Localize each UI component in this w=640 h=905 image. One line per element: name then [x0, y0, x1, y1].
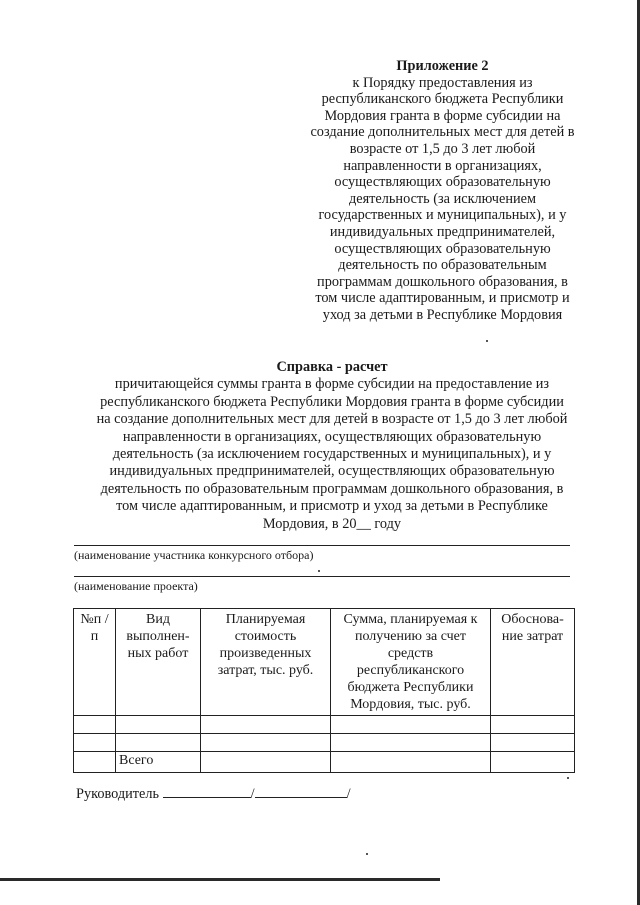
appendix-line: деятельность (за исключением: [348, 190, 537, 207]
project-name-caption: (наименование проекта): [74, 579, 198, 593]
certificate-line: направленности в организациях, осуществляющих образовательную: [122, 428, 542, 445]
certificate-line: деятельность по образовательным программам дошкольного образования, в: [100, 480, 564, 497]
scan-speck: [567, 777, 569, 779]
table-row: [74, 734, 575, 752]
project-name-field[interactable]: [74, 576, 570, 577]
appendix-block: [300, 58, 585, 324]
participant-name-field[interactable]: [74, 545, 570, 546]
appendix-line: к Порядку предоставления из: [352, 74, 533, 91]
table-cell[interactable]: [491, 734, 575, 752]
signature-separator: /: [250, 786, 255, 802]
signature-line: [76, 784, 351, 803]
certificate-line: индивидуальных предпринимателей, осуществляющих образовательную: [109, 463, 555, 480]
table-cell[interactable]: [74, 734, 116, 752]
table-cell[interactable]: [331, 734, 491, 752]
table-header-row: [74, 609, 575, 716]
certificate-line: на создание дополнительных мест для детей в возрасте от 1,5 до 3 лет любой: [96, 411, 568, 428]
scan-speck: [318, 570, 320, 572]
certificate-line: Мордовия, в 20__ году: [262, 515, 402, 532]
table-cell[interactable]: [74, 752, 116, 773]
appendix-line: возрасте от 1,5 до 3 лет любой: [349, 140, 536, 157]
signature-label: Руководитель: [76, 786, 160, 802]
table-cell[interactable]: [331, 752, 491, 773]
table-cell[interactable]: [116, 734, 201, 752]
table-cell[interactable]: [491, 716, 575, 734]
signature-name-field[interactable]: [255, 784, 347, 798]
calculation-table: [73, 608, 575, 773]
table-cell[interactable]: [331, 716, 491, 734]
table-cell[interactable]: [201, 734, 331, 752]
appendix-line: Мордовия гранта в форме субсидии на: [324, 107, 561, 124]
appendix-line: направленности в организациях,: [343, 157, 542, 174]
header-work-type: Вид выполнен- ных работ: [116, 609, 201, 716]
table-cell[interactable]: [491, 752, 575, 773]
table-row: [74, 716, 575, 734]
total-label: Всего: [116, 752, 201, 773]
certificate-line: республиканского бюджета Республики Мордовия гранта в форме субсидии: [100, 393, 564, 410]
table-cell[interactable]: [74, 716, 116, 734]
scan-speck: [366, 853, 368, 855]
certificate-line: причитающейся суммы гранта в форме субсидии на предоставление из: [114, 376, 550, 393]
appendix-line: осуществляющих образовательную: [334, 174, 551, 191]
appendix-line: деятельность по образовательным: [338, 257, 547, 274]
header-justification: Обоснова- ние затрат: [491, 609, 575, 716]
certificate-line: деятельность (за исключением государственных и муниципальных), и у: [112, 446, 552, 463]
scan-bottom-line: [0, 878, 440, 881]
certificate-title: Справка - расчет: [276, 359, 388, 375]
scan-speck: [486, 340, 488, 342]
table-total-row: [74, 752, 575, 773]
certificate-line: том числе адаптированным, и присмотр и уход за детьми в Республике: [116, 498, 548, 515]
appendix-title: Приложение 2: [396, 58, 489, 74]
header-planned-cost: Планируемая стоимость произведенных затрат, тыс. руб.: [201, 609, 331, 716]
appendix-line: создание дополнительных мест для детей в: [310, 124, 575, 141]
appendix-line: программам дошкольного образования, в: [317, 273, 568, 290]
signature-separator: /: [346, 786, 351, 802]
appendix-line: индивидуальных предпринимателей,: [329, 223, 556, 240]
appendix-line: осуществляющих образовательную: [334, 240, 551, 257]
certificate-block: [74, 359, 590, 533]
header-budget-amount: Сумма, планируемая к получению за счет средств республиканского бюджета Республики Мордовия, тыс. руб.: [331, 609, 491, 716]
appendix-line: республиканского бюджета Республики: [321, 91, 564, 108]
table-cell[interactable]: [116, 716, 201, 734]
table-cell[interactable]: [201, 752, 331, 773]
table-cell[interactable]: [201, 716, 331, 734]
header-number: №п /п: [74, 609, 116, 716]
appendix-line: государственных и муниципальных), и у: [318, 207, 567, 224]
participant-name-caption: (наименование участника конкурсного отбора): [74, 548, 314, 562]
appendix-line: уход за детьми в Республике Мордовия: [322, 306, 563, 323]
appendix-line: том числе адаптированным, и присмотр и: [315, 290, 570, 307]
signature-field[interactable]: [163, 784, 251, 798]
